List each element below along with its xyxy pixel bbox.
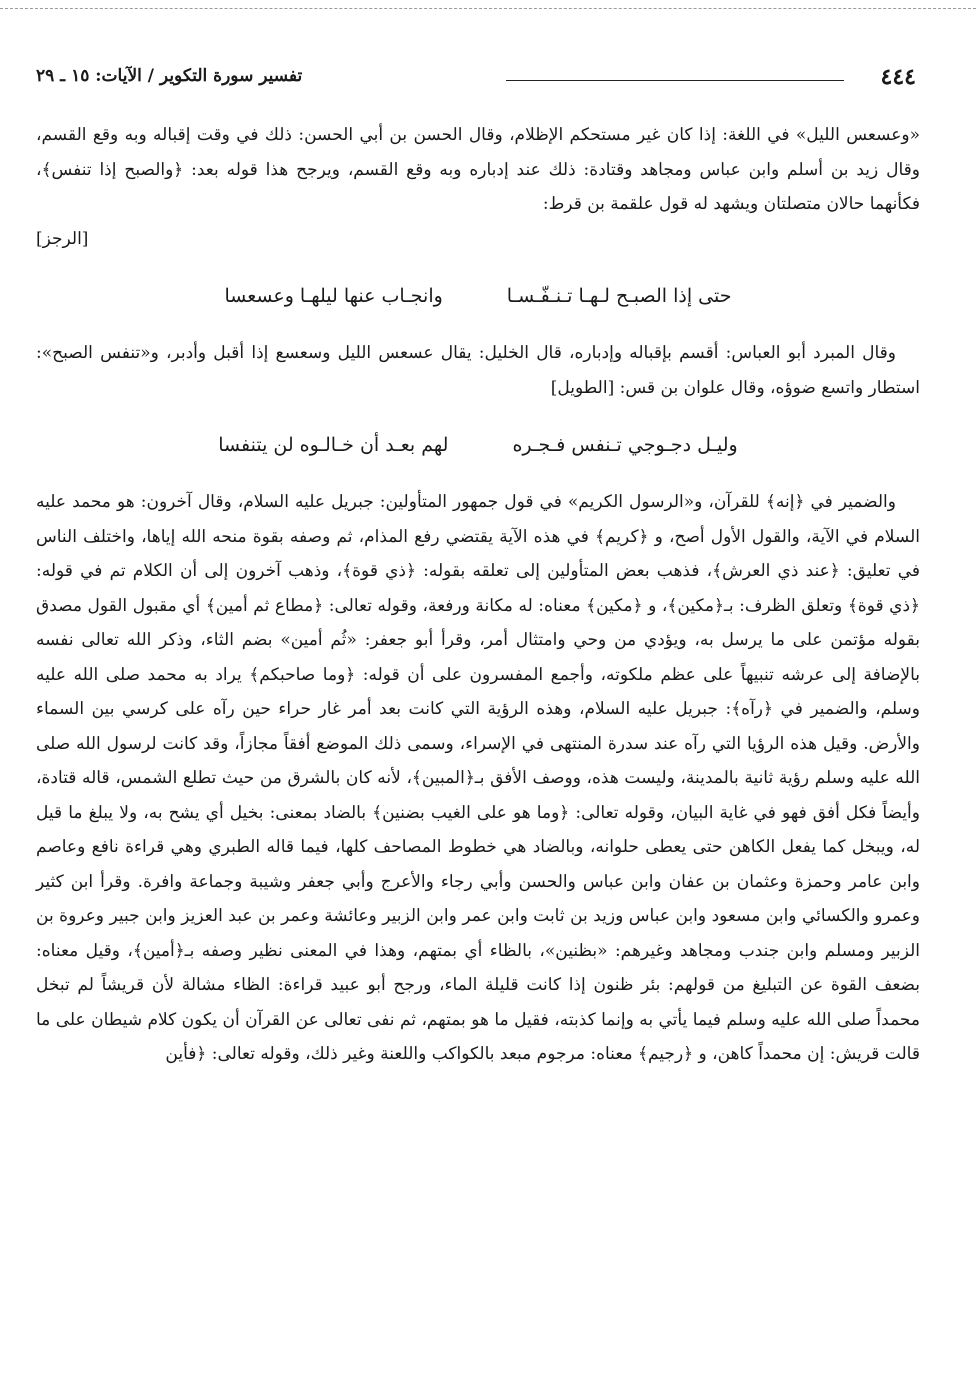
verse-2-second-hemistich: لهم بعـد أن خـالـوه لن يتنفسا — [218, 434, 449, 456]
verse-1-first-hemistich: حتى إذا الصبـح لـهـا تـنـفّـسـا — [506, 285, 732, 307]
header-rule — [506, 80, 844, 81]
poem-verse-1 — [36, 278, 920, 314]
verse-2-first-hemistich: وليـل دجـوجي تـنفس فـجـره — [512, 434, 738, 456]
running-title: تفسير سورة التكوير / الآيات: ١٥ ـ ٢٩ — [36, 66, 303, 86]
poem-verse-2 — [36, 427, 920, 463]
verse-1-second-hemistich: وانجـاب عنها ليلهـا وعسعسا — [224, 285, 443, 307]
paragraph-3-text: والضمير في ﴿إنه﴾ للقرآن، و«الرسول الكريم» في قول جمهور المتأولين: جبريل عليه السلام، وقال آخرون: هو محمد عليه السلام في الآية، والقول الأول أصح، و ﴿كريم﴾ في هذه الآية يقتضي رفع المذام، ثم وصفه بقوة منحه الله إياها، واختلف الناس في تعليق: ﴿عند ذي العرش﴾، فذهب بعض المتأولين إلى تعلقه بقوله: ﴿ذي قوة﴾، وذهب آخرون إلى أن الكلام تم في قوله: ﴿ذي قوة﴾ وتعلق الظرف: بـ﴿مكين﴾، و ﴿مكين﴾ معناه: له مكانة ورفعة، وقوله تعالى: ﴿مطاع ثم أمين﴾ أي مقبول القول مصدق بقوله مؤتمن على ما يرسل به، ويؤدي من وحي وامتثال أمر، وقرأ أبو جعفر: «ثُم أمين» بضم الثاء، وذكر الله تعالى نفسه بالإضافة إلى عرشه تنبيهاً على عظم ملكوته، وأجمع المفسرون على أن قوله: ﴿وما صاحبكم﴾ يراد به محمد صلى الله عليه وسلم، والضمير في ﴿رآه﴾: جبريل عليه السلام، وهذه الرؤية التي كانت بعد أمر غار حراء حين رآه على كرسي بين السماء والأرض. وقيل هذه الرؤيا التي رآه عند سدرة المنتهى في الإسراء، وسمى ذلك الموضع أفقاً مجازاً، وقد كانت لرسول الله صلى الله عليه وسلم رؤية ثانية بالمدينة، وليست هذه، ووصف الأفق بـ﴿المبين﴾، لأنه كان بالشرق من حيث تطلع الشمس، قاله قتادة، وأيضاً فكل أفق فهو في غاية البيان، وقوله تعالى: ﴿وما هو على الغيب بضنين﴾ بالضاد بمعنى: بخيل أي يشح به، ولا يبلغ ما قيل له، ويبخل كما يفعل الكاهن حتى يعطى حلوانه، وبالضاد هي خطوط المصاحف كلها، فيما قاله الطبري وهي قراءة نافع وعاصم وابن عامر وحمزة وعثمان بن عفان وابن عباس والحسن وأبي رجاء والأعرج وأبي جعفر وشيبة وجماعة وافرة. وقرأ ابن كثير وعمرو والكسائي وابن مسعود وابن عباس وزيد بن ثابت وابن عمر وابن الزبير وعائشة وعمر بن عبد العزيز وابن جبير وعروة بن الزبير ومسلم وابن جندب ومجاهد وغيرهم: «بظنين»، بالظاء أي بمتهم، وهذا في المعنى نظير وصفه بـ﴿أمين﴾، وقيل معناه: بضعف القوة عن التبليغ من قولهم: بئر ظنون إذا كانت قليلة الماء، ورجح أبو عبيد قراءة: الظاء مشالة لأن قريشاً لم تبخل محمداً صلى الله عليه وسلم فيما يأتي به وإنما كذبته، فقيل ما هو بمتهم، ثم نفى تعالى عن القرآن أن يكون كلام شيطان على ما قالت قريش: إن محمداً كاهن، و ﴿رجيم﴾ معناه: مرجوم مبعد بالكواكب واللعنة وغير ذلك، وقوله تعالى: ﴿فأين — [36, 492, 920, 1064]
page-number: ٤٤٤ — [880, 64, 916, 90]
page-header — [36, 64, 916, 94]
top-scan-line — [0, 8, 976, 9]
page-body — [36, 118, 920, 1072]
poem-meter-label: [الرجز] — [36, 228, 89, 249]
paragraph-2 — [36, 336, 920, 405]
paragraph-1-text: «وعسعس الليل» في اللغة: إذا كان غير مستحكم الإظلام، وقال الحسن بن أبي الحسن: ذلك في وقت إقباله وبه وقع القسم، وقال زيد بن أسلم وابن عباس ومجاهد وقتادة: ذلك عند إدباره وبه وقع القسم، ويرجح هذا قوله بعد: ﴿والصبح إذا تنفس﴾، فكأنهما حالان متصلتان ويشهد له قول علقمة بن قرط: — [36, 125, 920, 214]
paragraph-2-text: وقال المبرد أبو العباس: أقسم بإقباله وإدباره، قال الخليل: يقال عسعس الليل وسعسع إذا أقبل وأدبر، و«تنفس الصبح»: استطار واتسع ضوؤه، وقال علوان بن قس: [الطويل] — [36, 343, 920, 398]
paragraph-1 — [36, 118, 920, 256]
paragraph-3 — [36, 485, 920, 1072]
